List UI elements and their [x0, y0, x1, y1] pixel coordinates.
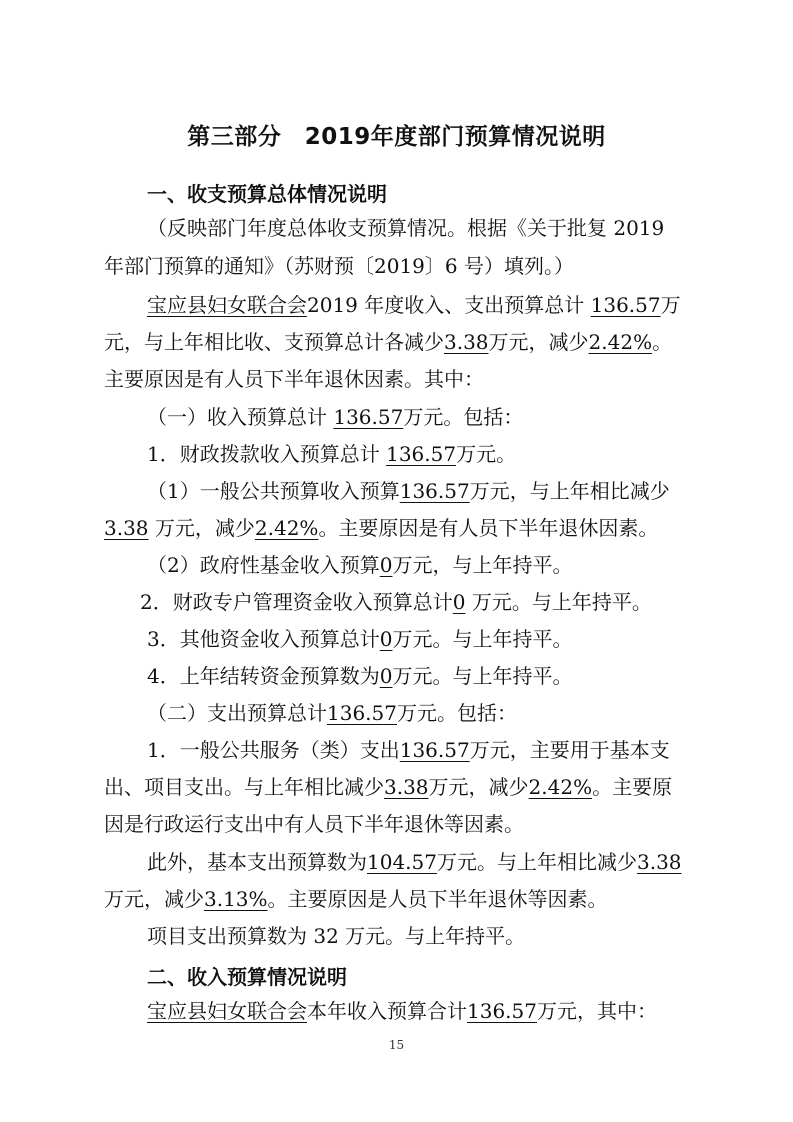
paragraph-line — [147, 440, 516, 468]
text: 元，与上年相比收、支预算总计各减少 — [104, 330, 444, 354]
paragraph-line: 年部门预算的通知》（苏财预〔2019〕6 号）填列。） — [104, 254, 574, 278]
text: 2019 年度收入、支出预算总计 — [307, 293, 585, 317]
text: 万元。与上年持平。 — [392, 664, 573, 688]
text: 2．财政专户管理资金收入预算总计 — [140, 590, 453, 614]
value: 0 — [379, 553, 393, 577]
text: 。主要原 — [592, 775, 673, 799]
org-name: 宝应县妇女联合会 — [147, 293, 307, 317]
text: （二）支出预算总计 — [147, 701, 327, 725]
text: （1）一般公共预算收入预算 — [147, 479, 400, 503]
paragraph-line — [104, 885, 608, 913]
value: 136.57 — [327, 701, 397, 725]
text: 万元，减少 — [428, 775, 529, 799]
value: 104.57 — [367, 850, 437, 874]
text: 。主要原因是有人员下半年退休因素。 — [318, 516, 659, 540]
value: 136.57 — [333, 405, 404, 429]
value: 3.38 — [636, 850, 682, 874]
text: 万元。与上年持平。 — [471, 590, 652, 614]
value-total: 136.57 — [590, 293, 661, 317]
value: 136.57 — [399, 738, 470, 762]
text: 此外，基本支出预算数为 — [147, 850, 367, 874]
text: 万元，主要用于基本支 — [469, 738, 670, 762]
value-percent: 2.42% — [254, 516, 319, 540]
page-title: 第三部分 2019年度部门预算情况说明 — [187, 124, 606, 150]
value-percent: 2.42% — [588, 330, 653, 354]
paragraph-line — [104, 773, 672, 801]
text: （2）政府性基金收入预算 — [147, 553, 380, 577]
paragraph-line — [104, 328, 672, 356]
paragraph-line — [147, 736, 670, 764]
paragraph-line — [147, 625, 572, 653]
text: 万元。与上年相比减少 — [436, 850, 637, 874]
value: 3.38 — [104, 516, 149, 540]
text: 万元。包括： — [403, 405, 524, 429]
text: 万元，与上年相比减少 — [469, 479, 670, 503]
paragraph-line — [147, 662, 572, 690]
text: 1．一般公共服务（类）支出 — [147, 738, 400, 762]
text: 。 — [652, 330, 673, 354]
text: 万元。 — [456, 442, 517, 466]
paragraph-line — [104, 514, 658, 542]
paragraph-line: （反映部门年度总体收支预算情况。根据《关于批复 2019 — [147, 216, 665, 240]
text: 万元。包括： — [396, 701, 517, 725]
paragraph-line — [147, 997, 657, 1025]
text: 万 — [660, 293, 681, 317]
paragraph-line — [147, 699, 517, 727]
text: （一）收入预算总计 — [147, 405, 327, 429]
value: 136.57 — [467, 999, 537, 1023]
value: 136.57 — [399, 479, 470, 503]
text: 万元，与上年持平。 — [392, 553, 573, 577]
paragraph-line — [147, 848, 682, 876]
value: 3.38 — [384, 775, 429, 799]
text: 万元，其中： — [536, 999, 657, 1023]
text: 万元，减少 — [104, 887, 204, 911]
text: 1．财政拨款收入预算总计 — [147, 442, 380, 466]
paragraph-line — [147, 403, 523, 431]
page-number: 15 — [388, 1038, 405, 1052]
value: 0 — [379, 627, 393, 651]
value: 136.57 — [386, 442, 457, 466]
paragraph-line — [147, 477, 670, 505]
paragraph-line — [147, 551, 572, 579]
paragraph-line: 因是行政运行支出中有人员下半年退休等因素。 — [104, 812, 524, 836]
value-percent: 3.13% — [204, 887, 268, 911]
value: 0 — [379, 664, 393, 688]
section-heading-1: 一、收支预算总体情况说明 — [147, 182, 387, 206]
value-percent: 2.42% — [528, 775, 593, 799]
paragraph-line — [140, 588, 652, 616]
paragraph-line: 项目支出预算数为 32 万元。与上年持平。 — [147, 924, 526, 948]
text: 。主要原因是人员下半年退休等因素。 — [267, 887, 608, 911]
paragraph-line — [147, 291, 681, 319]
text: 万元，减少 — [154, 516, 255, 540]
text: 出、项目支出。与上年相比减少 — [104, 775, 384, 799]
value-decrease: 3.38 — [444, 330, 489, 354]
text: 3．其他资金收入预算总计 — [147, 627, 380, 651]
paragraph-line: 主要原因是有人员下半年退休因素。其中： — [104, 367, 484, 391]
text: 本年收入预算合计 — [307, 999, 467, 1023]
value: 0 — [452, 590, 466, 614]
text: 万元。与上年持平。 — [392, 627, 573, 651]
section-heading-2: 二、收入预算情况说明 — [147, 965, 347, 989]
text: 万元，减少 — [488, 330, 589, 354]
org-name: 宝应县妇女联合会 — [147, 999, 307, 1023]
text: 4．上年结转资金预算数为 — [147, 664, 380, 688]
